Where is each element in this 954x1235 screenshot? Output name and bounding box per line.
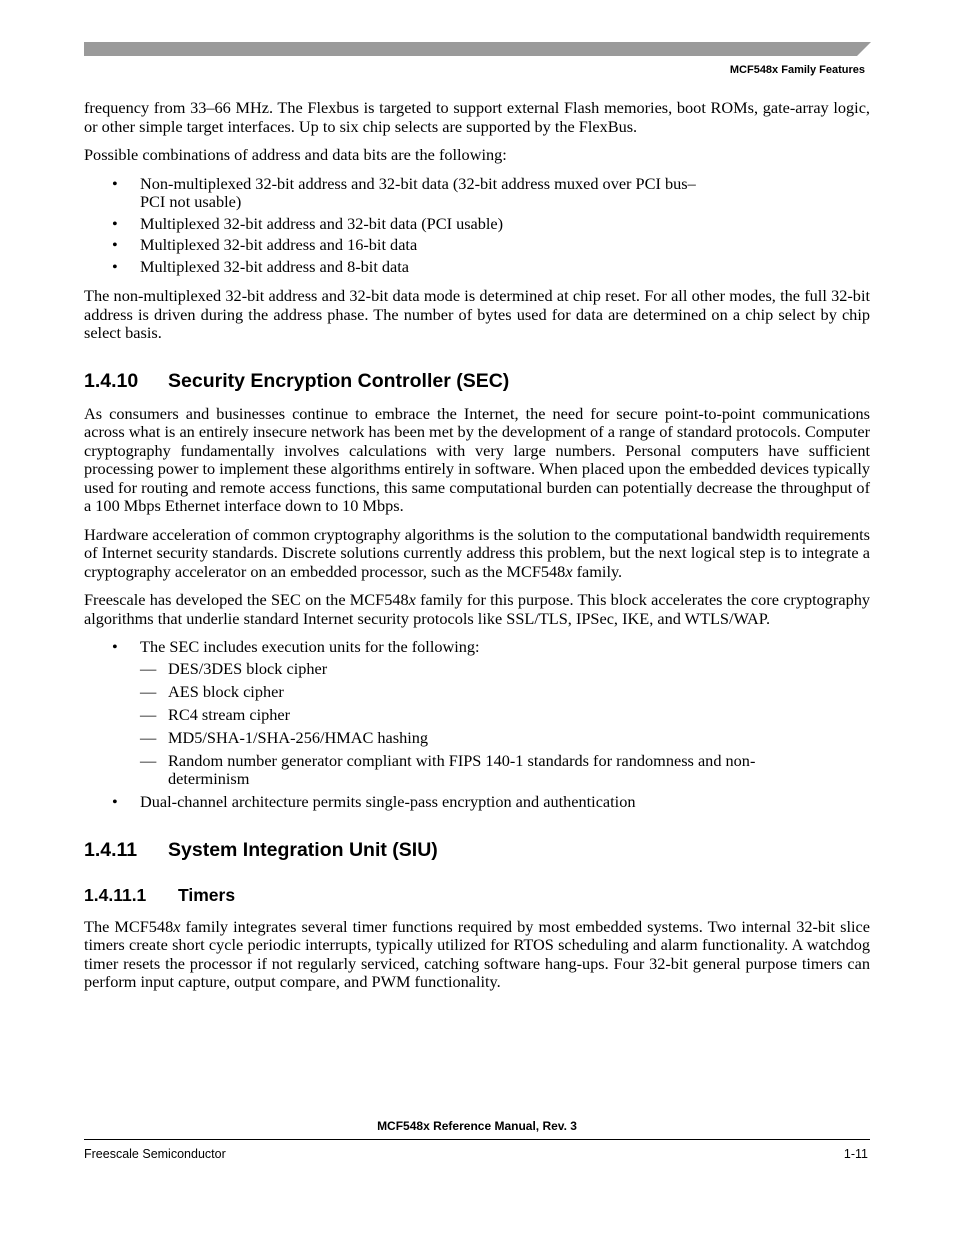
section-number: 1.4.10 <box>84 369 139 392</box>
list-item-text: Multiplexed 32-bit address and 8-bit data <box>140 256 410 276</box>
sub-list-item-text: AES block cipher <box>168 681 284 701</box>
paragraph-text: Hardware acceleration of common cryptography algorithms is the solution to the computational bandwidth requirements of Internet security standards. Discrete solutions currently address this problem, but the next logical step is to integrate a cryptography accelerator on an embedded processor, such as the MCF548 <box>84 524 870 581</box>
execution-units-list <box>140 660 870 789</box>
page-number: 1-11 <box>843 1147 868 1161</box>
subsection-number: 1.4.11.1 <box>84 884 147 905</box>
section-number: 1.4.11 <box>84 838 138 861</box>
paragraph-text: Freescale has developed the SEC on the MCF548 <box>84 590 409 609</box>
list-item-text: Non-multiplexed 32-bit address and 32-bit data (32-bit address muxed over PCI bus–PCI not usable) <box>140 173 696 211</box>
sub-list-item <box>140 683 870 702</box>
sub-list-item-text: Random number generator compliant with FIPS 140-1 standards for randomness and non-determinism <box>168 750 756 788</box>
sub-list-item <box>140 729 870 748</box>
sub-list-item <box>140 752 870 789</box>
list-item-text: Multiplexed 32-bit address and 16-bit data <box>140 235 418 254</box>
footer-divider <box>84 1139 870 1140</box>
bullet-icon: • <box>112 792 118 811</box>
list-item <box>84 175 870 212</box>
sec-paragraph-3 <box>84 591 870 628</box>
list-item <box>84 793 870 812</box>
paragraph-text: family for this purpose. This block accelerates the core cryptography algorithms that underlie standard Internet security protocols like SSL/TLS, IPSec, IKE, and WTLS/WAP. <box>84 590 870 628</box>
section-heading-sec <box>84 369 870 393</box>
sub-list-item <box>140 660 870 679</box>
dash-icon: — <box>140 750 157 770</box>
sub-list-item <box>140 706 870 725</box>
running-title: MCF548x Family Features <box>729 64 865 76</box>
italic-text: x <box>408 590 416 609</box>
intro-paragraph-3: The non-multiplexed 32-bit address and 32-bit data mode is determined at chip reset. For all other modes, the full 32-bit address is driven during the address phase. The number of bytes used for data are determined on a chip select by chip select basis. <box>84 286 870 342</box>
bullet-icon: • <box>112 173 118 193</box>
list-item-text: The SEC includes execution units for the following: <box>140 637 480 656</box>
header-bar <box>84 42 871 56</box>
subsection-title: Timers <box>178 884 236 905</box>
list-item <box>84 638 870 789</box>
section-heading-siu <box>84 838 870 862</box>
sub-list-item-text: MD5/SHA-1/SHA-256/HMAC hashing <box>168 727 429 747</box>
dash-icon: — <box>140 658 157 678</box>
list-item <box>84 236 870 255</box>
intro-paragraph-2: Possible combinations of address and data bits are the following: <box>84 145 507 164</box>
section-title: Security Encryption Controller (SEC) <box>168 369 510 392</box>
list-item-text: Multiplexed 32-bit address and 32-bit data (PCI usable) <box>140 213 504 233</box>
italic-text: x <box>173 916 181 936</box>
page-content <box>84 99 870 1002</box>
list-item <box>84 258 870 277</box>
sub-list-item-text: DES/3DES block cipher <box>168 658 328 678</box>
timers-paragraph <box>84 918 870 992</box>
paragraph-text: The MCF548 <box>84 916 174 936</box>
sec-paragraph-2 <box>84 526 870 582</box>
sub-list-item-text: RC4 stream cipher <box>168 704 291 724</box>
footer-manual-title: MCF548x Reference Manual, Rev. 3 <box>377 1119 577 1133</box>
bullet-icon: • <box>112 256 118 276</box>
intro-paragraph-1: frequency from 33–66 MHz. The Flexbus is targeted to support external Flash memories, boot ROMs, gate-array logic, or other simple target interfaces. Up to six chip selects are supported by the FlexBus. <box>84 98 870 136</box>
list-item-text: Dual-channel architecture permits single-pass encryption and authentication <box>140 792 636 811</box>
italic-text: x <box>565 561 573 581</box>
dash-icon: — <box>140 704 157 724</box>
paragraph-text: family. <box>572 561 623 581</box>
subsection-heading-timers <box>84 884 870 906</box>
footer-company: Freescale Semiconductor <box>84 1147 226 1161</box>
bullet-icon: • <box>112 213 118 233</box>
dash-icon: — <box>140 727 157 747</box>
address-modes-list <box>84 175 870 277</box>
sec-paragraph-1: As consumers and businesses continue to embrace the Internet, the need for secure point-to-point communications across what is an entirely insecure network has been met by the development of a range of standard protocols. Computer cryptography fundamentally involves calculations with very large numbers. Personal computers have sufficient processing power to implement these algorithms entirely in software. When placed upon the embedded devices typically used for routing and remote access functions, this same computational burden can potentially decrease the throughput of a 100 Mbps Ethernet interface down to 10 Mbps. <box>84 403 870 515</box>
bullet-icon: • <box>112 637 118 656</box>
sec-features-list <box>84 638 870 812</box>
dash-icon: — <box>140 681 157 701</box>
paragraph-text: family integrates several timer functions required by most embedded systems. Two internal 32-bit slice timers create short cycle periodic interrupts, typically utilized for RTOS scheduling and alarm functionality. A watchdog timer resets the processor if not regularly serviced, catching software hang-ups. Four 32-bit general purpose timers can perform input capture, output compare, and PWM functionality. <box>84 916 871 991</box>
list-item <box>84 215 870 234</box>
section-title: System Integration Unit (SIU) <box>168 838 438 861</box>
bullet-icon: • <box>112 235 118 254</box>
